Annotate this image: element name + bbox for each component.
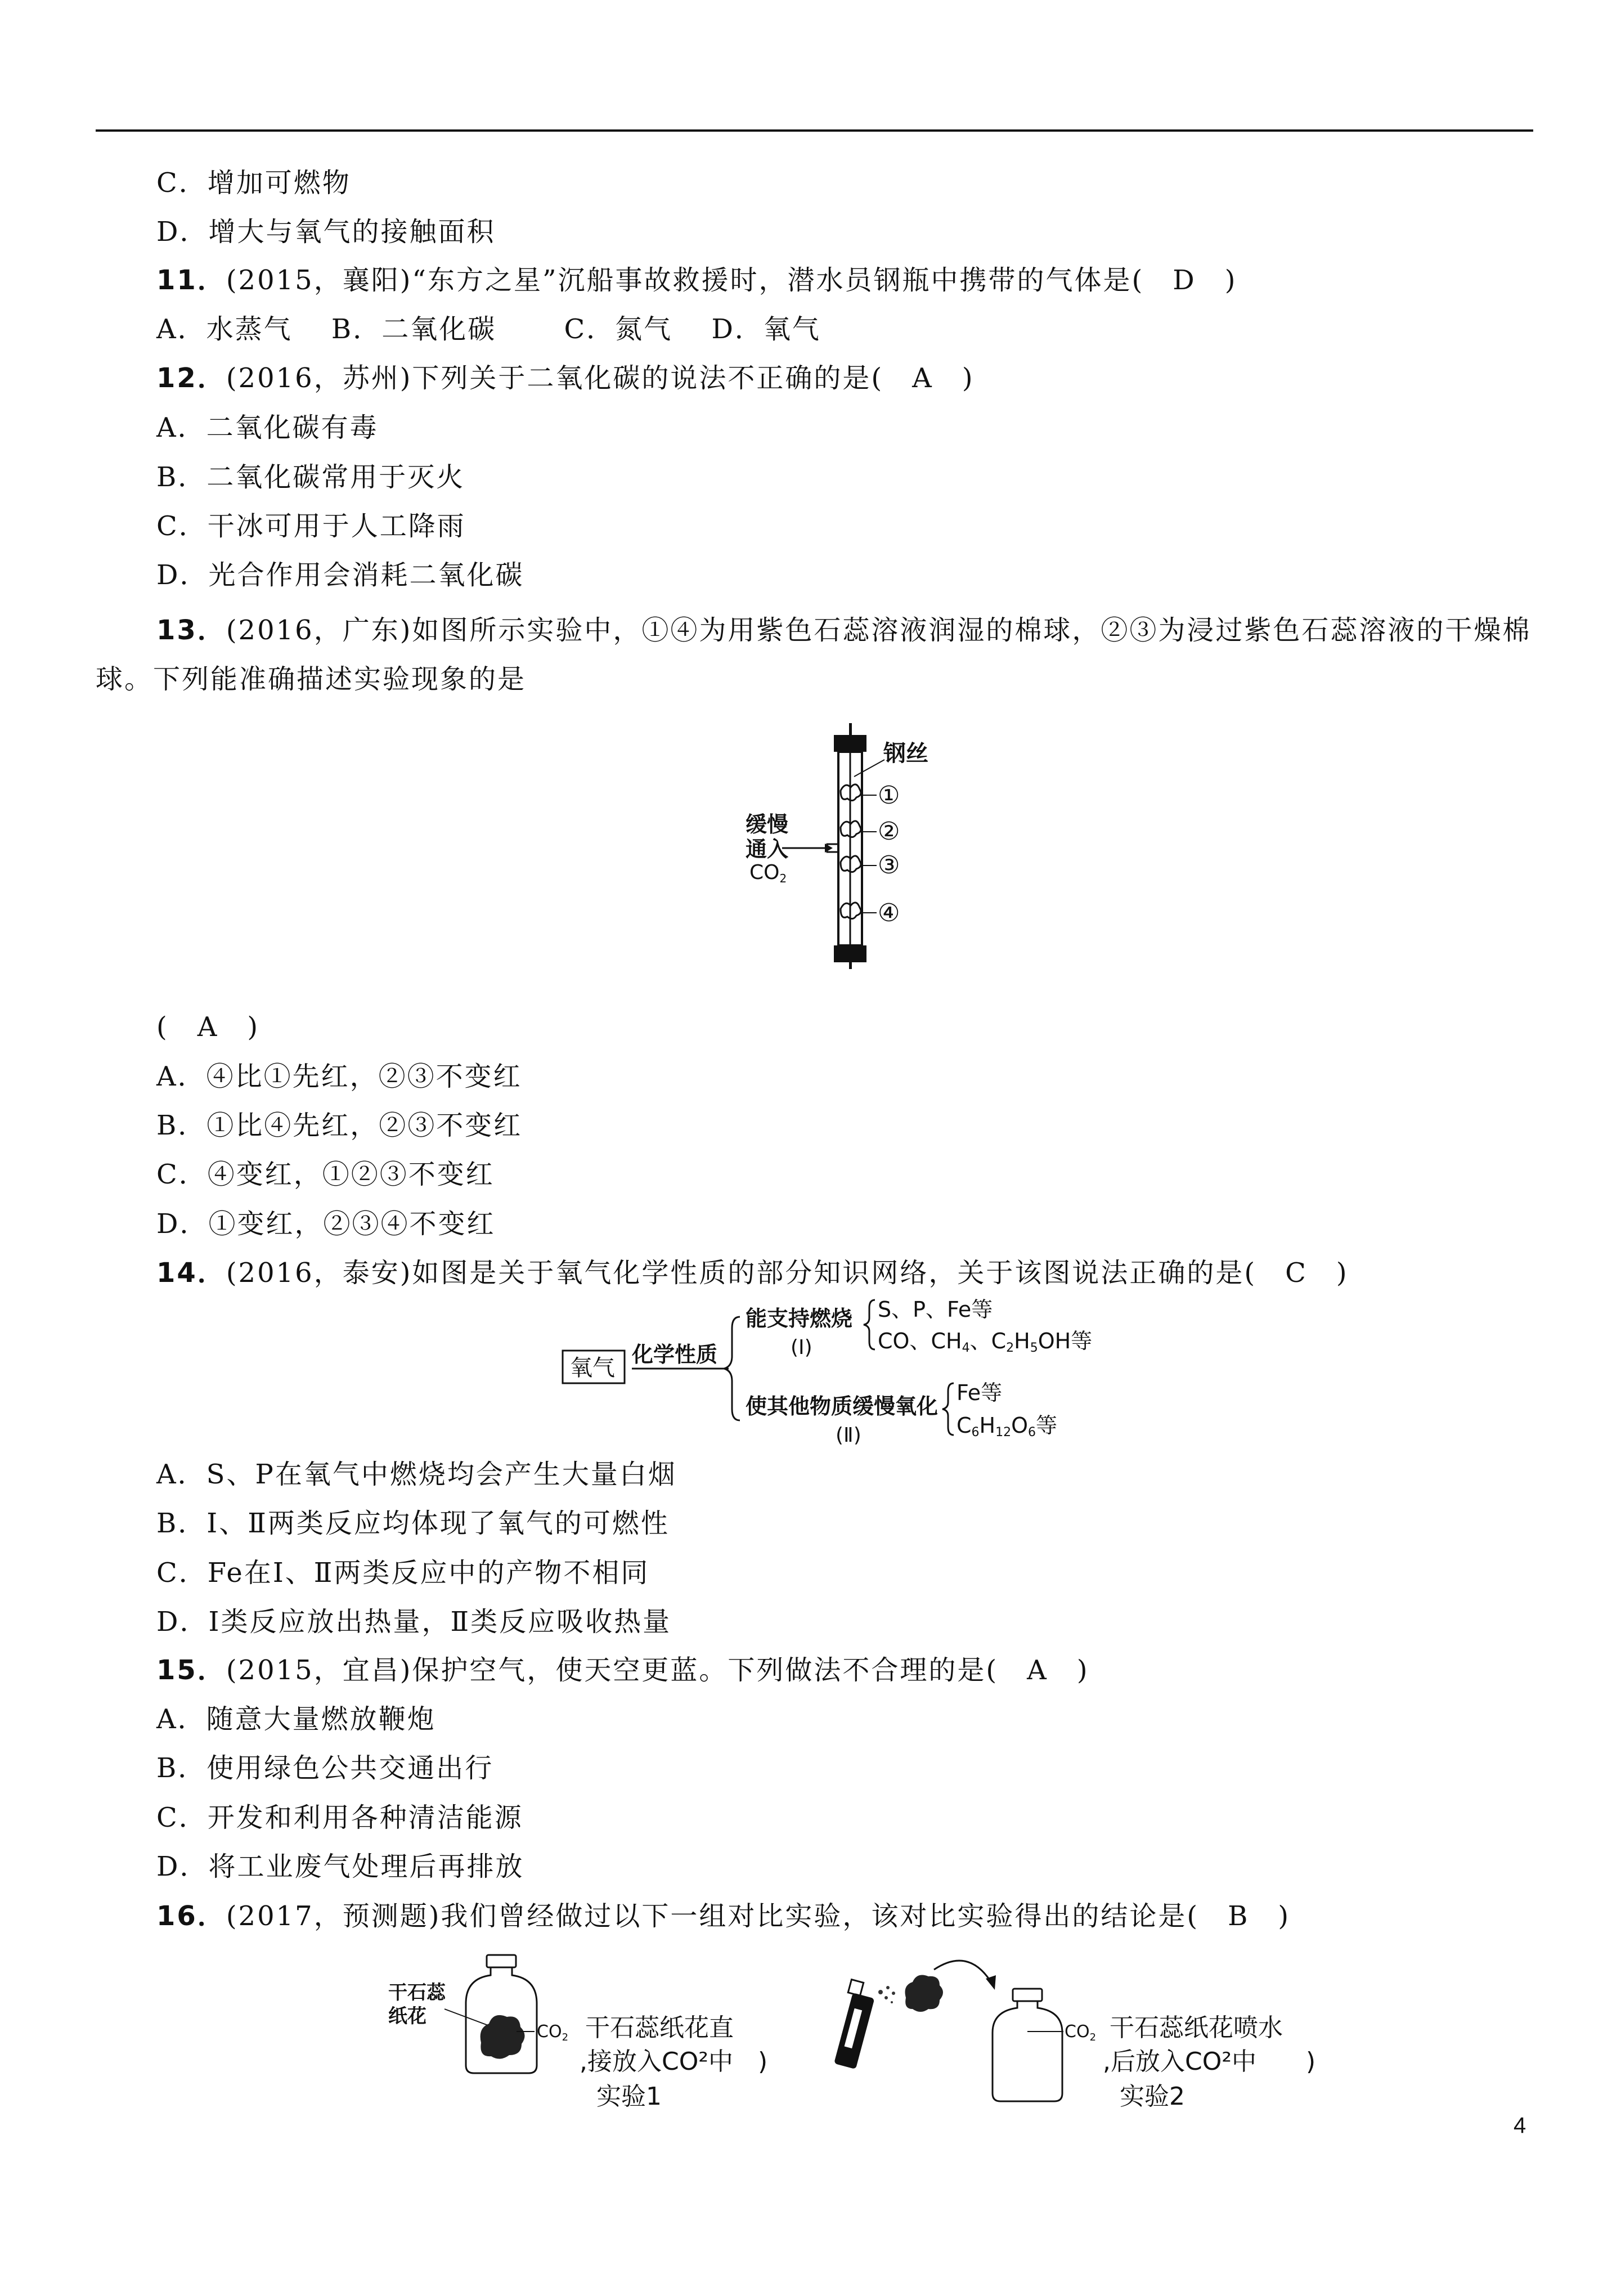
spray-bottle	[834, 1980, 874, 2069]
q14-option-d: D．Ⅰ类反应放出热量，Ⅱ类反应吸收热量	[156, 1606, 672, 1638]
q13-stem-cont: 球。下列能准确描述实验现象的是	[96, 663, 527, 695]
q15-stem	[156, 1653, 1089, 1687]
chem-property-label: 化学性质	[632, 1342, 718, 1367]
q11-text: (2015，襄阳)“东方之星”沉船事故救援时，潜水员钢瓶中携带的气体是( D )	[226, 264, 1237, 296]
oxygen-label: 氧气	[570, 1355, 615, 1381]
q11-stem	[156, 263, 1237, 297]
q13-option-d: D．①变红，②③④不变红	[156, 1208, 496, 1240]
q13-option-c: C．④变红，①②③不变红	[156, 1159, 495, 1190]
transfer-arrow	[934, 1961, 990, 1981]
marker-2: ②	[878, 817, 900, 846]
q13-option-a: A．④比①先红，②③不变红	[156, 1061, 522, 1092]
q15-option-d: D．将工业废气处理后再排放	[156, 1851, 524, 1882]
spray-mist	[878, 1986, 895, 2003]
branch2-brace	[942, 1383, 954, 1435]
branch1-brace	[864, 1300, 875, 1349]
branch2-item2: C6H12O6等	[957, 1413, 1058, 1440]
jar1-co2: $CO_2$	[537, 2022, 569, 2043]
marker-3: ③	[878, 851, 900, 880]
q14-stem	[156, 1256, 1349, 1290]
q14-option-c: C．Fe在Ⅰ、Ⅱ两类反应中的产物不相同	[156, 1557, 650, 1589]
q15-text: (2015，宜昌)保护空气，使天空更蓝。下列做法不合理的是( A )	[226, 1654, 1089, 1686]
exp2-label: 实验2	[1120, 2082, 1185, 2111]
q12-option-d: D．光合作用会消耗二氧化碳	[156, 559, 524, 591]
tube-bottom-cap	[834, 945, 866, 962]
marker-1: ①	[878, 781, 900, 810]
q13-option-b: B．①比④先红，②③不变红	[156, 1110, 523, 1141]
inlet-label-co2: CO2	[749, 861, 787, 885]
q13-text: (2016，广东)如图所示实验中，①④为用紫色石蕊溶液润湿的棉球，②③为浸过紫色石蕊溶液的干燥棉	[226, 615, 1532, 646]
marker-4: ④	[878, 899, 900, 927]
q14-option-a: A．S、P在氧气中燃烧均会产生大量白烟	[156, 1459, 677, 1490]
q15-number: 15．	[156, 1654, 226, 1686]
q14-text: (2016，泰安)如图是关于氧气化学性质的部分知识网络，关于该图说法正确的是( C )	[226, 1257, 1349, 1289]
branch2-tag: (Ⅱ)	[836, 1424, 861, 1447]
inlet-label-1: 缓慢	[746, 812, 789, 837]
branch1-item2: CO、CH4、C2H5OH等	[878, 1329, 1093, 1355]
branch1-tag: (Ⅰ)	[791, 1336, 812, 1359]
q13-stem	[156, 613, 1531, 647]
branch2-item1: Fe等	[957, 1380, 1003, 1405]
tube-top-cap	[834, 735, 866, 752]
q13-number: 13．	[156, 615, 226, 646]
q13-answer: ( A )	[156, 1011, 260, 1043]
q10-option-d: D．增大与氧气的接触面积	[156, 216, 496, 248]
q12-stem	[156, 361, 975, 395]
q16-number: 16．	[156, 1900, 226, 1932]
branch2-label: 使其他物质缓慢氧化	[746, 1394, 939, 1419]
exp1-desc-1: 干石蕊纸花直	[585, 2014, 734, 2042]
header-rule	[96, 129, 1533, 132]
jar2-co2: $CO_2$	[1065, 2022, 1097, 2043]
q12-text: (2016，苏州)下列关于二氧化碳的说法不正确的是( A )	[226, 362, 975, 394]
q14-number: 14．	[156, 1257, 226, 1289]
litmus-flower-1	[481, 2015, 525, 2059]
exp2-desc-1: 干石蕊纸花喷水	[1110, 2014, 1283, 2042]
q16-stem	[156, 1899, 1290, 1933]
q12-number: 12．	[156, 362, 226, 394]
page-number: 4	[1514, 2113, 1526, 2138]
q15-option-b: B．使用绿色公共交通出行	[156, 1752, 494, 1784]
q11-options: A．水蒸气 B．二氧化碳 C．氮气 D．氧气	[156, 313, 821, 345]
exp1-label: 实验1	[596, 2082, 662, 2111]
jar-2	[993, 1989, 1062, 2101]
q12-option-b: B．二氧化碳常用于灭火	[156, 461, 465, 493]
q16-text: (2017，预测题)我们曾经做过以下一组对比实验，该对比实验得出的结论是( B )	[226, 1900, 1291, 1932]
q12-option-a: A．二氧化碳有毒	[156, 412, 379, 443]
flower-label-2: 纸花	[388, 2005, 426, 2028]
q10-option-c: C．增加可燃物	[156, 167, 351, 199]
litmus-flower-2	[905, 1975, 944, 2012]
q11-number: 11．	[156, 264, 226, 296]
branch1-item1: S、P、Fe等	[878, 1297, 993, 1322]
flower-label-1: 干石蕊	[388, 1981, 446, 2004]
q14-option-b: B．Ⅰ、Ⅱ两类反应均体现了氧气的可燃性	[156, 1508, 670, 1539]
wire-label: 钢丝	[883, 741, 928, 766]
branch1-label: 能支持燃烧	[746, 1306, 853, 1331]
q13-tube-figure	[726, 715, 979, 985]
tube-top-rod	[849, 723, 852, 736]
q14-oxygen-network	[560, 1289, 1134, 1452]
q15-option-c: C．开发和利用各种清洁能源	[156, 1802, 523, 1833]
exp1-desc-2: ,接放入CO²中 )	[580, 2047, 768, 2076]
q15-option-a: A．随意大量燃放鞭炮	[156, 1703, 436, 1735]
exp2-desc-2: ,后放入CO²中 )	[1103, 2047, 1316, 2076]
main-brace	[724, 1317, 740, 1420]
q16-experiments-figure	[371, 1947, 1328, 2133]
q12-option-c: C．干冰可用于人工降雨	[156, 510, 466, 542]
inlet-label-2: 通入	[746, 837, 789, 862]
